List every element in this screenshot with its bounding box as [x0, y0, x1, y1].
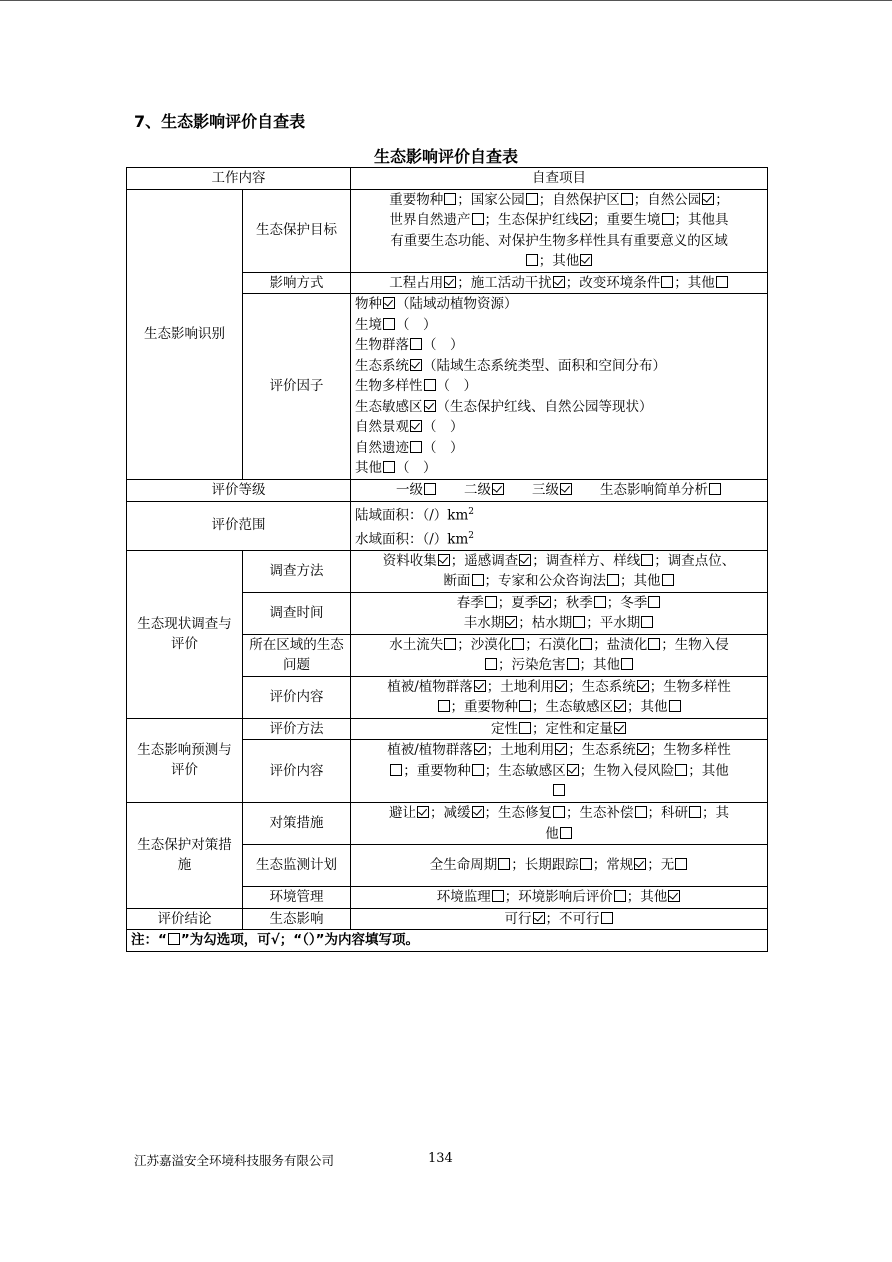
text-line: 植被/植物群落 ；土地利用 ；生态系统 ；生物多样性	[387, 678, 731, 695]
text-line: ；重要物种 ；生态敏感区 ；其他	[355, 697, 763, 718]
header-work: 工作内容	[127, 168, 351, 190]
table-row	[127, 803, 768, 845]
header-row	[127, 168, 768, 190]
label-ecological-impact: 生态影响	[243, 908, 351, 930]
survey-time-options	[351, 592, 768, 634]
text-line	[355, 781, 763, 802]
checked-box-icon	[580, 213, 592, 225]
top-border	[0, 0, 892, 1]
label-environment-management: 环境管理	[243, 887, 351, 909]
checked-box-icon	[560, 483, 572, 495]
impact-mode-options: 工程占用 ；施工活动干扰 ；改变环境条件 ；其他	[351, 272, 768, 294]
empty-box-icon	[716, 276, 728, 288]
empty-box-icon	[641, 554, 653, 566]
status-content-options	[351, 676, 768, 718]
note-row	[127, 930, 768, 952]
label-evaluation-grade: 评价等级	[127, 479, 351, 501]
text-line: 有重要生态功能、对保护生物多样性具有重要意义的区域	[390, 232, 728, 249]
checked-box-icon	[614, 700, 626, 712]
checked-box-icon	[637, 743, 649, 755]
checked-box-icon	[410, 359, 422, 371]
text-line: 生境 （ ）	[355, 316, 437, 333]
text-line: 自然遗迹 （ ）	[355, 439, 464, 456]
empty-box-icon	[621, 193, 633, 205]
empty-box-icon	[641, 616, 653, 628]
group-ecological-identification: 生态影响识别	[127, 189, 243, 479]
checked-box-icon	[438, 554, 450, 566]
checked-box-icon	[492, 483, 504, 495]
text-line: 资料收集 ；遥感调查 ；调查样方、样线 ；调查点位、	[382, 552, 736, 569]
label-evaluation-scope: 评价范围	[127, 501, 351, 550]
checked-box-icon	[553, 276, 565, 288]
group-status-survey: 生态现状调查与评价	[127, 550, 243, 718]
prediction-content-options	[351, 740, 768, 803]
text-line: 自然景观 （ ）	[355, 419, 464, 435]
empty-box-icon	[485, 658, 497, 670]
page-number: 134	[428, 1151, 453, 1166]
table-title: 生态影响评价自查表	[373, 147, 518, 166]
empty-box-icon	[621, 658, 633, 670]
checked-box-icon	[410, 420, 422, 432]
text-line: ；污染危害 ；其他	[355, 655, 763, 676]
label-prediction-content: 评价内容	[243, 740, 351, 803]
empty-box-icon	[635, 806, 647, 818]
empty-box-icon	[485, 596, 497, 608]
empty-box-icon	[648, 638, 660, 650]
text-line: 避让 ；减缓 ；生态修复 ；生态补偿 ；科研 ；其	[389, 805, 729, 821]
empty-box-icon	[424, 483, 436, 495]
checked-box-icon	[555, 680, 567, 692]
label-prediction-method: 评价方法	[243, 718, 351, 740]
group-protection-measures: 生态保护对策措施	[127, 803, 243, 909]
empty-box-icon	[383, 461, 395, 473]
empty-box-icon	[526, 254, 538, 266]
checked-box-icon	[567, 764, 579, 776]
empty-box-icon	[410, 441, 422, 453]
conclusion-options: 可行 ；不可行	[351, 908, 768, 930]
checked-box-icon	[505, 616, 517, 628]
text-line: 其他 （ ）	[355, 460, 437, 476]
empty-box-icon	[648, 596, 660, 608]
empty-box-icon	[444, 638, 456, 650]
table-row	[127, 479, 768, 501]
label-evaluation-factors: 评价因子	[243, 294, 351, 480]
checked-box-icon	[383, 297, 395, 309]
checked-box-icon	[474, 743, 486, 755]
text-line: 生态敏感区 （生态保护红线、自然公园等现状）	[355, 398, 653, 415]
label-status-content: 评价内容	[243, 676, 351, 718]
label-impact-mode: 影响方式	[243, 272, 351, 294]
empty-box-icon	[512, 638, 524, 650]
text-line: 生态系统 （陆域生态系统类型、面积和空间分布）	[355, 357, 666, 374]
checked-box-icon	[424, 400, 436, 412]
empty-box-icon	[662, 574, 674, 586]
land-area-line: 陆域面积：$(/)km^2$	[355, 506, 475, 523]
label-survey-method: 调查方法	[243, 550, 351, 592]
footer-company: 江苏嘉溢安全环境科技服务有限公司	[134, 1153, 335, 1168]
evaluation-scope-values	[351, 501, 768, 550]
empty-box-icon	[553, 784, 565, 796]
checked-box-icon	[474, 680, 486, 692]
empty-box-icon	[472, 213, 484, 225]
checked-box-icon	[637, 680, 649, 692]
text-line: 他	[355, 824, 763, 845]
empty-box-icon	[383, 318, 395, 330]
label-regional-problems: 所在区域的生态问题	[243, 634, 351, 676]
empty-box-icon	[560, 827, 572, 839]
empty-box-icon	[444, 193, 456, 205]
text-line: 生物多样性 （ ）	[355, 378, 477, 394]
empty-box-icon	[594, 596, 606, 608]
text-line: 春季 ；夏季 ；秋季 ；冬季	[355, 593, 763, 614]
text-line: 世界自然遗产 ；生态保护红线 ；重要生境 ；其他具	[389, 212, 729, 228]
empty-box-icon	[168, 933, 180, 945]
empty-box-icon	[675, 764, 687, 776]
empty-box-icon	[601, 912, 613, 924]
countermeasure-options	[351, 803, 768, 845]
checked-box-icon	[519, 554, 531, 566]
checked-box-icon	[580, 254, 592, 266]
checked-box-icon	[533, 912, 545, 924]
empty-box-icon	[709, 483, 721, 495]
checked-box-icon	[668, 890, 680, 902]
empty-box-icon	[472, 764, 484, 776]
checked-box-icon	[555, 743, 567, 755]
table-row	[127, 908, 768, 930]
text-line: 水土流失 ；沙漠化 ；石漠化 ；盐渍化 ；生物入侵	[389, 636, 729, 653]
section-heading: 7、生态影响评价自查表	[134, 112, 306, 131]
empty-box-icon	[390, 764, 402, 776]
text-line: 断面 ；专家和公众咨询法 ；其他	[355, 571, 763, 592]
empty-box-icon	[580, 858, 592, 870]
protection-target-options	[351, 189, 768, 272]
empty-box-icon	[614, 890, 626, 902]
text-line: 丰水期 ；枯水期 ；平水期	[355, 613, 763, 634]
label-countermeasures: 对策措施	[243, 803, 351, 845]
label-protection-target: 生态保护目标	[243, 189, 351, 272]
empty-box-icon	[607, 574, 619, 586]
empty-box-icon	[580, 638, 592, 650]
checked-box-icon	[702, 193, 714, 205]
checked-box-icon	[472, 806, 484, 818]
environment-management-options: 环境监理 ；环境影响后评价 ；其他	[351, 887, 768, 909]
checked-box-icon	[614, 722, 626, 734]
empty-box-icon	[438, 700, 450, 712]
empty-box-icon	[472, 574, 484, 586]
checked-box-icon	[539, 596, 551, 608]
empty-box-icon	[662, 213, 674, 225]
label-conclusion: 评价结论	[127, 908, 243, 930]
self-check-table	[126, 167, 768, 952]
empty-box-icon	[424, 379, 436, 391]
empty-box-icon	[519, 722, 531, 734]
empty-box-icon	[526, 193, 538, 205]
checked-box-icon	[634, 858, 646, 870]
text-line: 重要物种 ；国家公园 ；自然保护区 ；自然公园 ；	[389, 191, 729, 208]
table-note: 注：“ ”为勾选项，可√；“（）”为内容填写项。	[127, 930, 768, 952]
empty-box-icon	[669, 700, 681, 712]
checked-box-icon	[417, 806, 429, 818]
label-survey-time: 调查时间	[243, 592, 351, 634]
text-line: 生物群落 （ ）	[355, 337, 464, 353]
empty-box-icon	[498, 858, 510, 870]
text-line: 植被/植物群落 ；土地利用 ；生态系统 ；生物多样性	[387, 742, 731, 759]
prediction-method-options: 定性 ；定性和定量	[351, 718, 768, 740]
evaluation-grade-options: 一级 二级 三级 生态影响简单分析	[351, 479, 768, 501]
empty-box-icon	[567, 658, 579, 670]
empty-box-icon	[553, 806, 565, 818]
empty-box-icon	[661, 276, 673, 288]
empty-box-icon	[573, 616, 585, 628]
regional-problem-options	[351, 634, 768, 676]
empty-box-icon	[492, 890, 504, 902]
group-impact-prediction: 生态影响预测与评价	[127, 718, 243, 803]
table-row	[127, 550, 768, 592]
label-monitoring-plan: 生态监测计划	[243, 845, 351, 887]
empty-box-icon	[675, 858, 687, 870]
header-items: 自查项目	[351, 168, 768, 190]
empty-box-icon	[519, 700, 531, 712]
table-row	[127, 718, 768, 740]
monitoring-plan-options: 全生命周期 ；长期跟踪 ；常规 ；无	[351, 845, 768, 887]
water-area-line: 水域面积：$(/)km^2$	[355, 530, 475, 547]
checked-box-icon	[444, 276, 456, 288]
text-line: 物种 （陆域动植物资源）	[355, 296, 518, 312]
table-row	[127, 189, 768, 272]
table-row	[127, 501, 768, 550]
text-line: ；重要物种 ；生态敏感区 ；生物入侵风险 ；其他	[355, 761, 763, 782]
survey-method-options	[351, 550, 768, 592]
text-line: ；其他	[355, 251, 763, 272]
empty-box-icon	[689, 806, 701, 818]
empty-box-icon	[410, 338, 422, 350]
evaluation-factor-options	[351, 294, 768, 480]
